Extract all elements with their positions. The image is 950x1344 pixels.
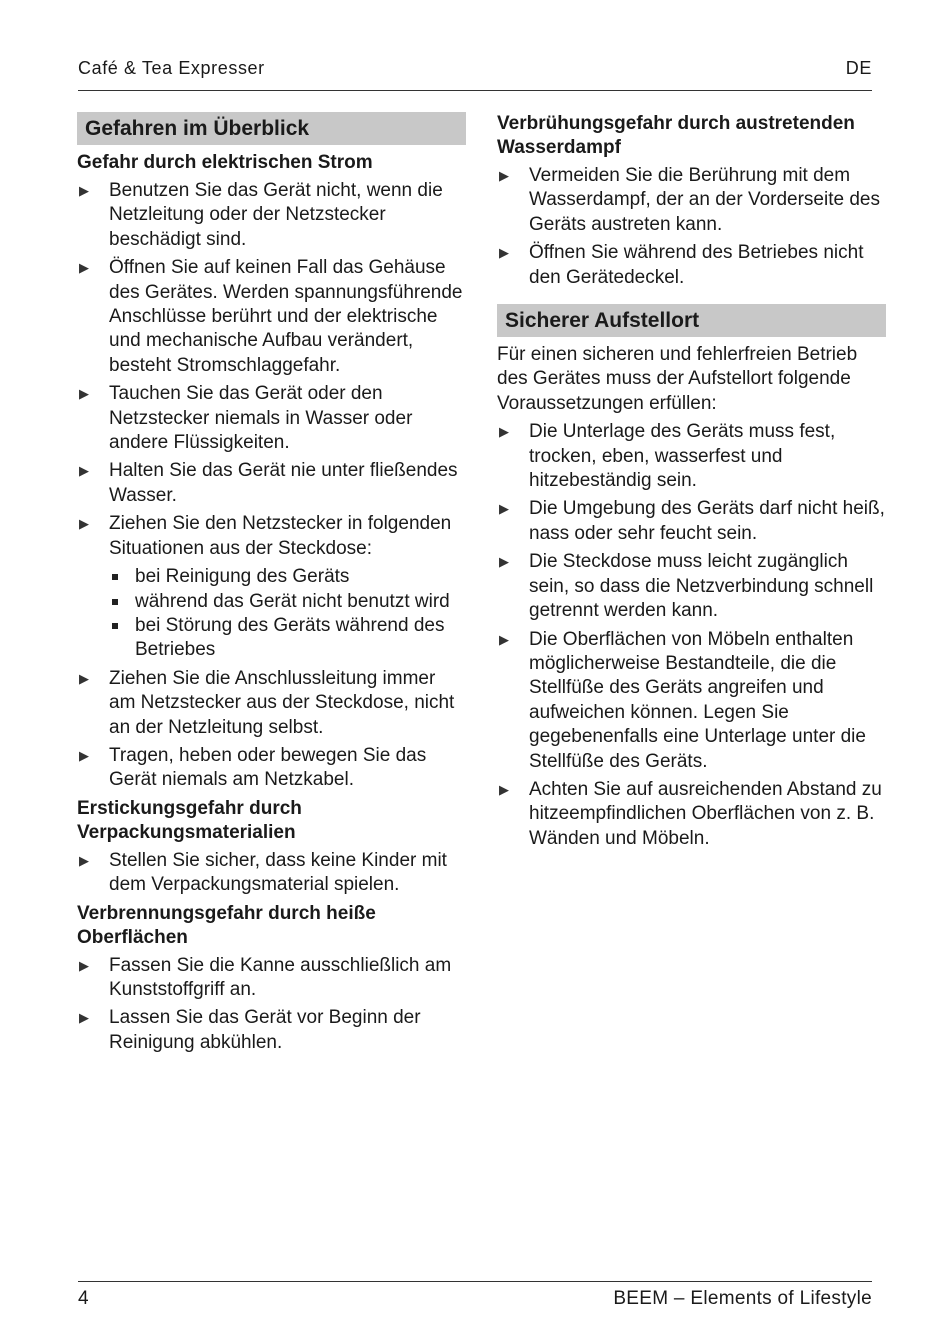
- triangle-right-icon: ▶: [79, 1010, 89, 1026]
- list-item: ▶ Tragen, heben oder bewegen Sie das Gerät niemals am Netzkabel.: [79, 744, 427, 791]
- header-language: DE: [845, 58, 872, 78]
- list-item: ▶ Benutzen Sie das Gerät nicht, wenn die Netzleitung oder der Netzstecker beschädigt sind.: [79, 180, 443, 250]
- location-intro: Für einen sicheren und fehlerfreien Betrieb des Gerätes muss der Aufstellort folgende Voraussetzungen erfüllen:: [497, 344, 858, 414]
- page-number: 4: [78, 1288, 89, 1309]
- sub-list-item: bei Reinigung des Geräts: [109, 565, 466, 589]
- list-item: ▶ Halten Sie das Gerät nie unter fließendes Wasser.: [79, 460, 458, 506]
- list-item: ▶ Lassen Sie das Gerät vor Beginn der Reinigung abkühlen.: [79, 1007, 421, 1053]
- list-item: ▶ Achten Sie auf ausreichenden Abstand zu hitzeempfindlichen Oberflächen von z. B. Wänden und Möbeln.: [499, 778, 882, 849]
- page-footer: [78, 1281, 872, 1322]
- left-column: [77, 112, 466, 1059]
- triangle-right-icon: ▶: [499, 168, 509, 183]
- square-bullet-icon: [112, 599, 118, 605]
- triangle-right-icon: ▶: [79, 670, 89, 686]
- list-item: ▶ Die Unterlage des Geräts muss fest, trocken, eben, wasserfest und hitzebeständig sein.: [499, 421, 836, 492]
- list-item: ▶ Ziehen Sie den Netzstecker in folgenden Situationen aus der Steckdose: bei Reinigung des Geräts während das Gerät nicht benutzt wird bei Störung des Geräts während des Betriebes: [77, 512, 466, 662]
- sub-list-item: bei Störung des Geräts während des Betriebes: [109, 614, 466, 663]
- list-burn: [77, 954, 466, 1056]
- triangle-right-icon: ▶: [79, 516, 89, 532]
- sub-list-item: während das Gerät nicht benutzt wird: [109, 590, 466, 614]
- triangle-right-icon: ▶: [499, 424, 509, 440]
- list-item: ▶ Tauchen Sie das Gerät oder den Netzstecker niemals in Wasser oder andere Flüssigkeiten.: [79, 383, 413, 454]
- list-suffocation: [77, 849, 466, 898]
- subheading-suffocation: Erstickungsgefahr durch Verpackungsmaterialien: [77, 797, 302, 843]
- square-bullet-icon: [112, 623, 118, 629]
- triangle-right-icon: ▶: [79, 260, 89, 276]
- triangle-right-icon: ▶: [499, 781, 509, 797]
- list-item: ▶ Ziehen Sie die Anschlussleitung immer am Netzstecker aus der Steckdose, nicht an der Netzleitung selbst.: [79, 667, 455, 738]
- list-item: ▶ Fassen Sie die Kanne ausschließlich am Kunststoffgriff an.: [79, 954, 452, 1000]
- right-column: [497, 112, 886, 855]
- triangle-right-icon: ▶: [79, 183, 89, 198]
- list-scald: [497, 164, 886, 290]
- list-item: ▶ Die Oberflächen von Möbeln enthalten möglicherweise Bestandteile, die die Stellfüße des Geräts angreifen und aufweichen können. Legen Sie gegebenenfalls eine Unterlage unter die Stellfüße des Geräts.: [499, 628, 866, 772]
- subheading-electric: Gefahr durch elektrischen Strom: [77, 152, 373, 173]
- triangle-right-icon: ▶: [79, 957, 89, 973]
- square-bullet-icon: [112, 574, 118, 580]
- triangle-right-icon: ▶: [499, 631, 509, 647]
- subheading-scald: Verbrühungsgefahr durch austretenden Wasserdampf: [497, 113, 855, 158]
- triangle-right-icon: ▶: [79, 747, 89, 763]
- list-electric: [77, 179, 466, 793]
- triangle-right-icon: ▶: [79, 852, 89, 868]
- triangle-right-icon: ▶: [499, 554, 509, 570]
- triangle-right-icon: ▶: [79, 463, 89, 479]
- triangle-right-icon: ▶: [79, 386, 89, 402]
- subheading-burn: Verbrennungsgefahr durch heiße Oberflächen: [77, 902, 376, 948]
- list-item: ▶ Die Steckdose muss leicht zugänglich sein, so dass die Netzverbindung schnell getrennt werden kann.: [499, 551, 874, 622]
- sub-list: [109, 565, 466, 663]
- footer-brand: BEEM – Elements of Lifestyle: [613, 1288, 872, 1309]
- list-location: [497, 420, 886, 851]
- header-title: Café & Tea Expresser: [78, 58, 265, 78]
- list-item: ▶ Öffnen Sie während des Betriebes nicht den Gerätedeckel.: [499, 242, 864, 288]
- list-item: ▶ Vermeiden Sie die Berührung mit dem Wasserdampf, der an der Vorderseite des Geräts austreten kann.: [499, 165, 880, 235]
- triangle-right-icon: ▶: [499, 501, 509, 517]
- page-header: [78, 58, 872, 91]
- section-title-hazards: Gefahren im Überblick: [77, 112, 466, 145]
- list-item: ▶ Stellen Sie sicher, dass keine Kinder mit dem Verpackungsmaterial spielen.: [79, 849, 447, 896]
- list-item: ▶ Öffnen Sie auf keinen Fall das Gehäuse des Gerätes. Werden spannungsführende Anschlüsse berührt und der elektrische und mechanische Aufbau verändert, besteht Stromschlaggefahr.: [79, 257, 463, 376]
- list-item: ▶ Die Umgebung des Geräts darf nicht heiß, nass oder sehr feucht sein.: [499, 498, 885, 544]
- section-title-location: Sicherer Aufstellort: [497, 304, 886, 337]
- triangle-right-icon: ▶: [499, 245, 509, 261]
